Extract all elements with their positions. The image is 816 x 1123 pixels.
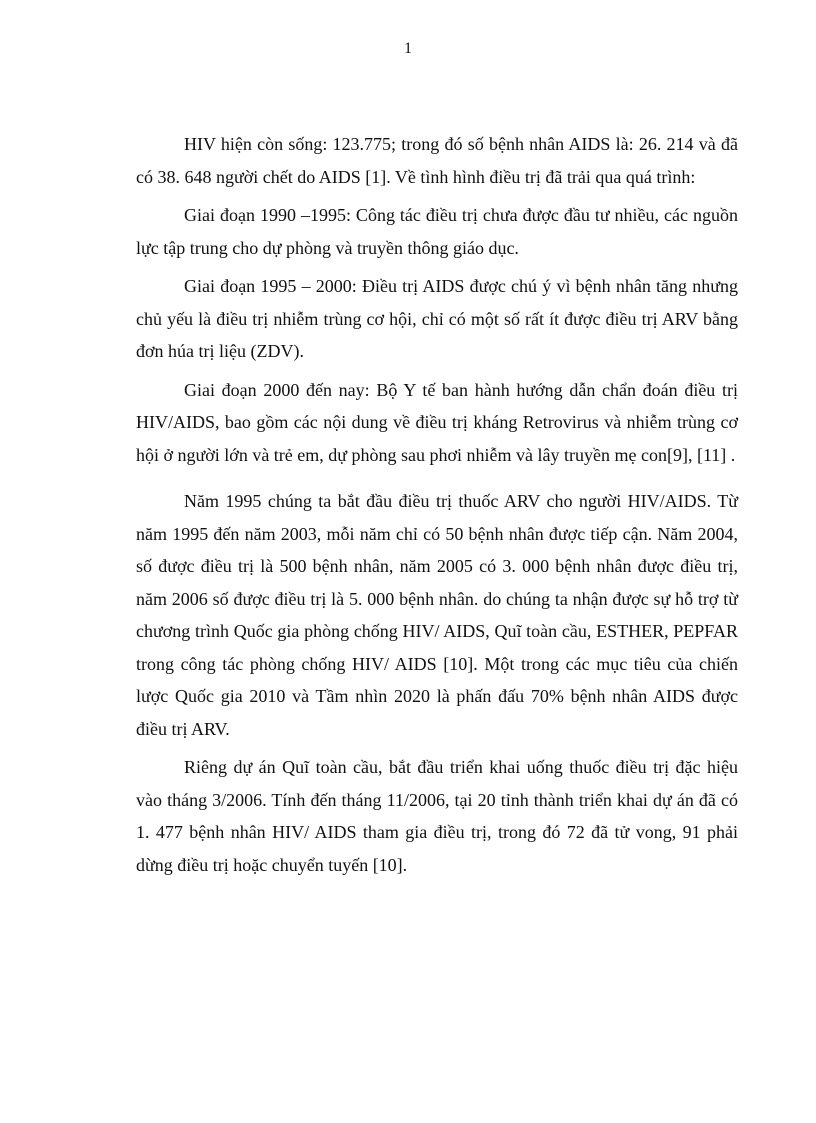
body-text: [136, 128, 738, 887]
paragraph-period-1995-2000: Giai đoạn 1995 – 2000: Điều trị AIDS được chú ý vì bệnh nhân tăng nhưng chủ yếu là điều trị nhiễm trùng cơ hội, chỉ có một số rất ít được điều trị ARV bằng đơn húa trị liệu (ZDV).: [136, 276, 738, 361]
paragraph-hiv-statistics: HIV hiện còn sống: 123.775; trong đó số bệnh nhân AIDS là: 26. 214 và đã có 38. 648 người chết do AIDS [1]. Về tình hình điều trị đã trải qua quá trình:: [136, 134, 738, 187]
page-number: 1: [404, 40, 412, 57]
paragraph-global-fund-project: Riêng dự án Quĩ toàn cầu, bắt đầu triển khai uống thuốc điều trị đặc hiệu vào tháng 3/2006. Tính đến tháng 11/2006, tại 20 tỉnh thành triển khai dự án đã có 1. 477 bệnh nhân HIV/ AIDS tham gia điều trị, trong đó 72 đã tử vong, 91 phải dừng điều trị hoặc chuyển tuyến [10].: [136, 757, 738, 875]
paragraph-period-1990-1995: Giai đoạn 1990 –1995: Công tác điều trị chưa được đầu tư nhiều, các nguồn lực tập trung cho dự phòng và truyền thông giáo dục.: [136, 205, 738, 258]
paragraph-period-2000-present: Giai đoạn 2000 đến nay: Bộ Y tế ban hành hướng dẫn chẩn đoán điều trị HIV/AIDS, bao gồm các nội dung về điều trị kháng Retrovirus và nhiễm trùng cơ hội ở người lớn và trẻ em, dự phòng sau phơi nhiễm và lây truyền mẹ con[9], [11] .: [136, 379, 738, 465]
paragraph-arv-treatment-history: Năm 1995 chúng ta bắt đầu điều trị thuốc ARV cho người HIV/AIDS. Từ năm 1995 đến năm 2003, mỗi năm chỉ có 50 bệnh nhân được tiếp cận. Năm 2004, số được điều trị là 500 bệnh nhân, năm 2005 có 3. 000 bệnh nhân được điều trị, năm 2006 số được điều trị là 5. 000 bệnh nhân. do chúng ta nhận được sự hỗ trợ từ chương trình Quốc gia phòng chống HIV/ AIDS, Quĩ toàn cầu, ESTHER, PEPFAR trong công tác phòng chống HIV/ AIDS [10]. Một trong các mục tiêu của chiến lược Quốc gia 2010 và Tầm nhìn 2020 là phấn đấu 70% bệnh nhân AIDS được điều trị ARV.: [136, 491, 738, 739]
